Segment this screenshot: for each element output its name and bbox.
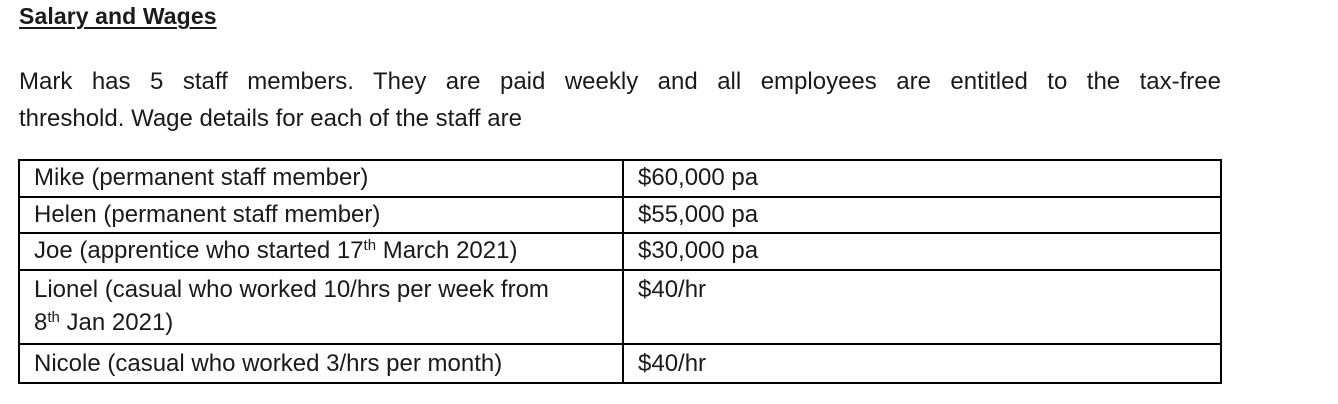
pay-rate: $30,000 pa [638,237,759,264]
staff-description: Helen (permanent staff member) [34,201,381,228]
staff-description-cell [19,344,623,383]
table-row [19,344,1221,383]
table-row [19,160,1221,197]
table-row [19,197,1221,233]
staff-description-cell [19,270,623,344]
pay-rate: $40/hr [638,276,707,303]
table-row [19,270,1221,344]
staff-description-cell [19,197,623,233]
pay-rate-cell [623,197,1221,233]
page-heading: Salary and Wages [19,3,217,29]
ordinal-suffix: th [47,309,60,326]
pay-rate: $60,000 pa [638,164,759,191]
table-row [19,233,1221,270]
pay-rate: $55,000 pa [638,201,759,228]
pay-rate-cell [623,233,1221,270]
pay-rate-cell [623,160,1221,197]
staff-wages-table [18,159,1222,384]
intro-paragraph [19,63,1221,137]
pay-rate: $40/hr [638,350,707,377]
staff-description-cell [19,160,623,197]
pay-rate-cell [623,270,1221,344]
staff-description: Mike (permanent staff member) [34,164,369,191]
staff-description: Nicole (casual who worked 3/hrs per month) [34,350,503,377]
pay-rate-cell [623,344,1221,383]
staff-description-rest: Jan 2021) [59,309,174,336]
staff-description-rest: March 2021) [376,237,518,264]
staff-description: Lionel (casual who worked 10/hrs per week from [34,276,549,303]
intro-line-2: threshold. Wage details for each of the staff are [19,105,522,132]
staff-description-cell [19,233,623,270]
ordinal-suffix: th [363,237,377,254]
staff-description: Joe (apprentice who started 17 [34,237,364,264]
intro-line-1: Mark has 5 staff members. They are paid weekly and all employees are entitled to the tax-free [19,68,1221,95]
staff-description-line2: 8 [34,309,48,336]
